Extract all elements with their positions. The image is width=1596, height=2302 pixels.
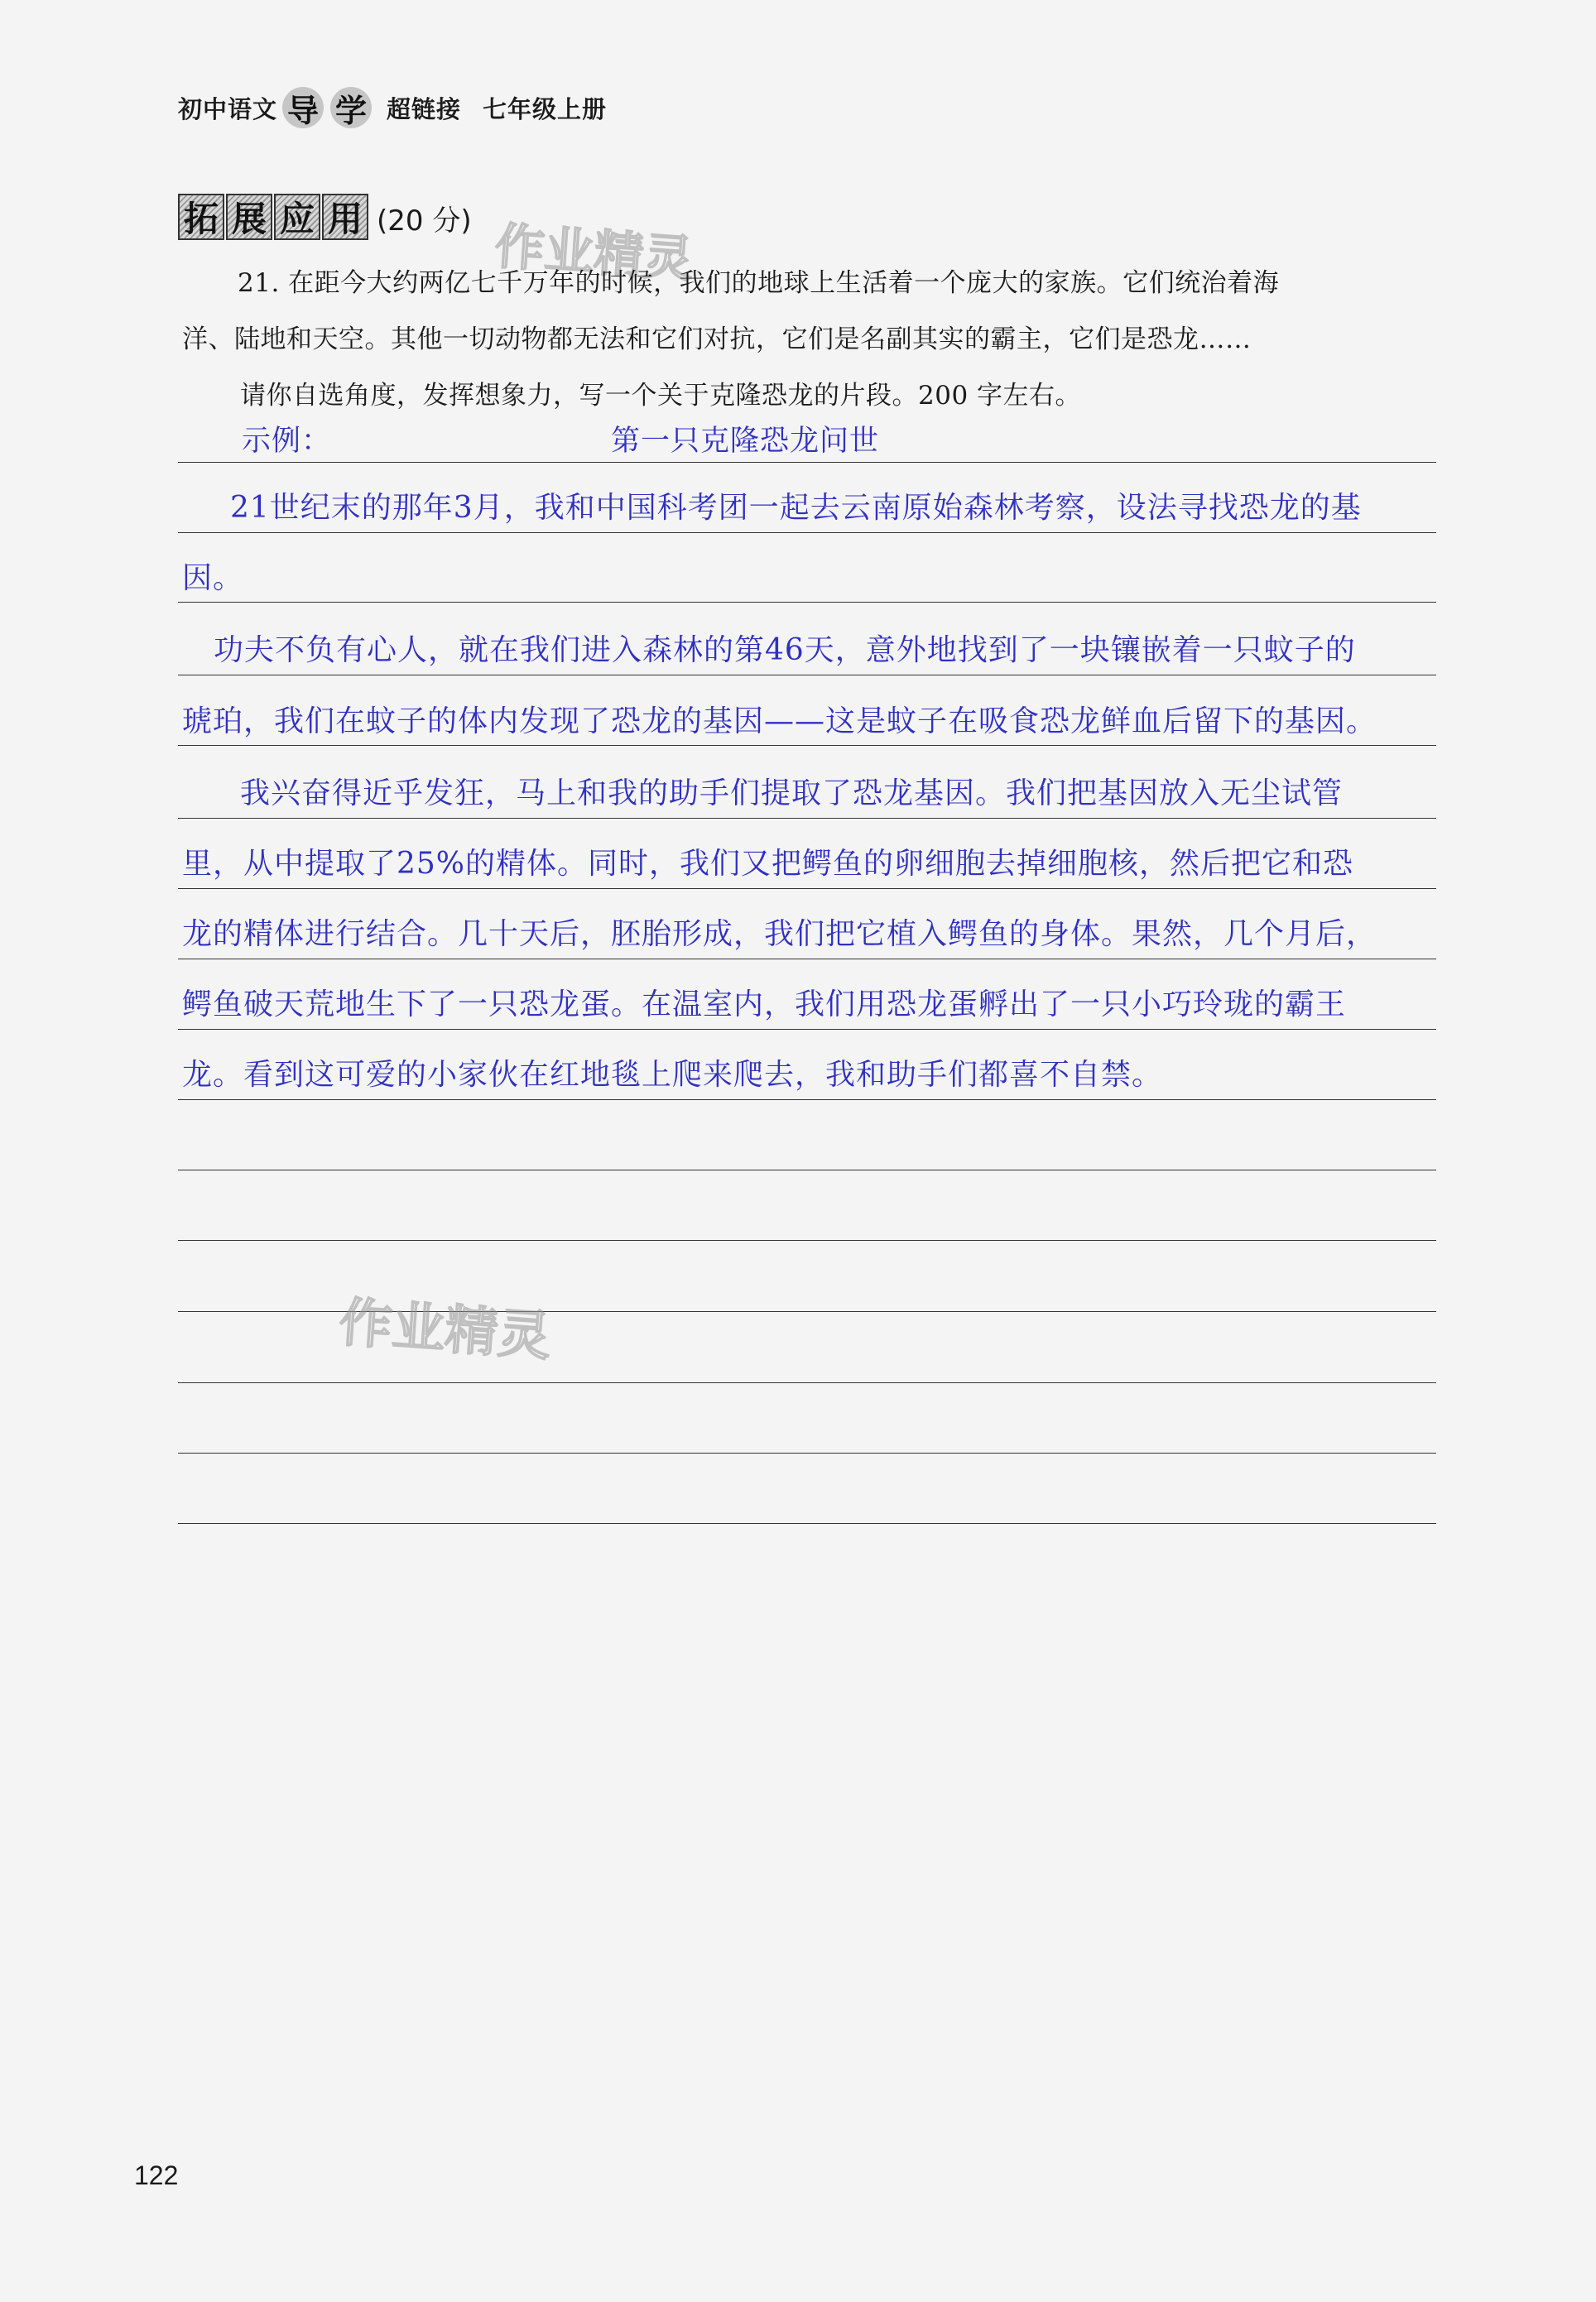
section-score: (20 分) [377, 204, 472, 238]
circle-char-2: 学 [330, 87, 372, 128]
answer-line: 琥珀，我们在蚊子的体内发现了恐龙的基因——这是蚊子在吸食恐龙鲜血后留下的基因。 [182, 704, 1377, 738]
page-number: 122 [134, 2160, 179, 2190]
watermark-bottom: 作业精灵 [337, 1292, 553, 1368]
writing-line [178, 888, 1436, 889]
answer-line: 龙的精体进行结合。几十天后，胚胎形成，我们把它植入鳄鱼的身体。果然，几个月后， [182, 917, 1377, 951]
writing-line [178, 602, 1436, 603]
question-line-1: 21. 在距今大约两亿七千万年的时候，我们的地球上生活着一个庞大的家族。它们统治着海 [238, 268, 1280, 298]
writing-line [178, 745, 1436, 746]
series-subtitle: 超链接 [387, 94, 462, 123]
writing-line [178, 532, 1436, 533]
writing-line [178, 1523, 1436, 1524]
circle-char-1: 导 [282, 87, 324, 128]
writing-line [178, 1029, 1436, 1030]
writing-line [178, 1382, 1436, 1383]
answer-title: 第一只克隆恐龙问世 [611, 425, 880, 458]
writing-line [178, 1453, 1436, 1454]
section-char: 应 [274, 194, 320, 240]
writing-line [178, 462, 1436, 463]
answer-line: 鳄鱼破天荒地生下了一只恐龙蛋。在温室内，我们用恐龙蛋孵出了一只小巧玲珑的霸王 [182, 988, 1347, 1021]
answer-line: 龙。看到这可爱的小家伙在红地毯上爬来爬去，我和助手们都喜不自禁。 [182, 1058, 1163, 1092]
section-heading [178, 192, 472, 240]
section-char: 拓 [178, 194, 224, 240]
answer-line: 21世纪末的那年3月，我和中国科考团一起去云南原始森林考察，设法寻找恐龙的基 [230, 491, 1362, 525]
watermark-top: 作业精灵 [493, 217, 695, 290]
page-header [178, 83, 607, 132]
question-line-3: 请你自选角度，发挥想象力，写一个关于克隆恐龙的片段。200 字左右。 [240, 381, 1082, 411]
answer-label: 示例： [242, 425, 332, 458]
answer-line: 里，从中提取了25%的精体。同时，我们又把鳄鱼的卵细胞去掉细胞核，然后把它和恐 [182, 847, 1354, 881]
series-title: 初中语文 [178, 94, 278, 123]
section-char: 用 [322, 194, 368, 240]
question-line-2: 洋、陆地和天空。其他一切动物都无法和它们对抗，它们是名副其实的霸主，它们是恐龙…… [182, 324, 1252, 354]
answer-line: 我兴奋得近乎发狂，马上和我的助手们提取了恐龙基因。我们把基因放入无尘试管 [240, 776, 1344, 810]
section-title [178, 194, 370, 240]
answer-line: 功夫不负有心人，就在我们进入森林的第46天，意外地找到了一块镶嵌着一只蚊子的 [214, 633, 1356, 667]
answer-line: 因。 [182, 561, 244, 595]
writing-line [178, 1240, 1436, 1241]
grade-label: 七年级上册 [483, 94, 608, 123]
writing-line [178, 818, 1436, 819]
writing-line [178, 1099, 1436, 1100]
section-char: 展 [226, 194, 272, 240]
